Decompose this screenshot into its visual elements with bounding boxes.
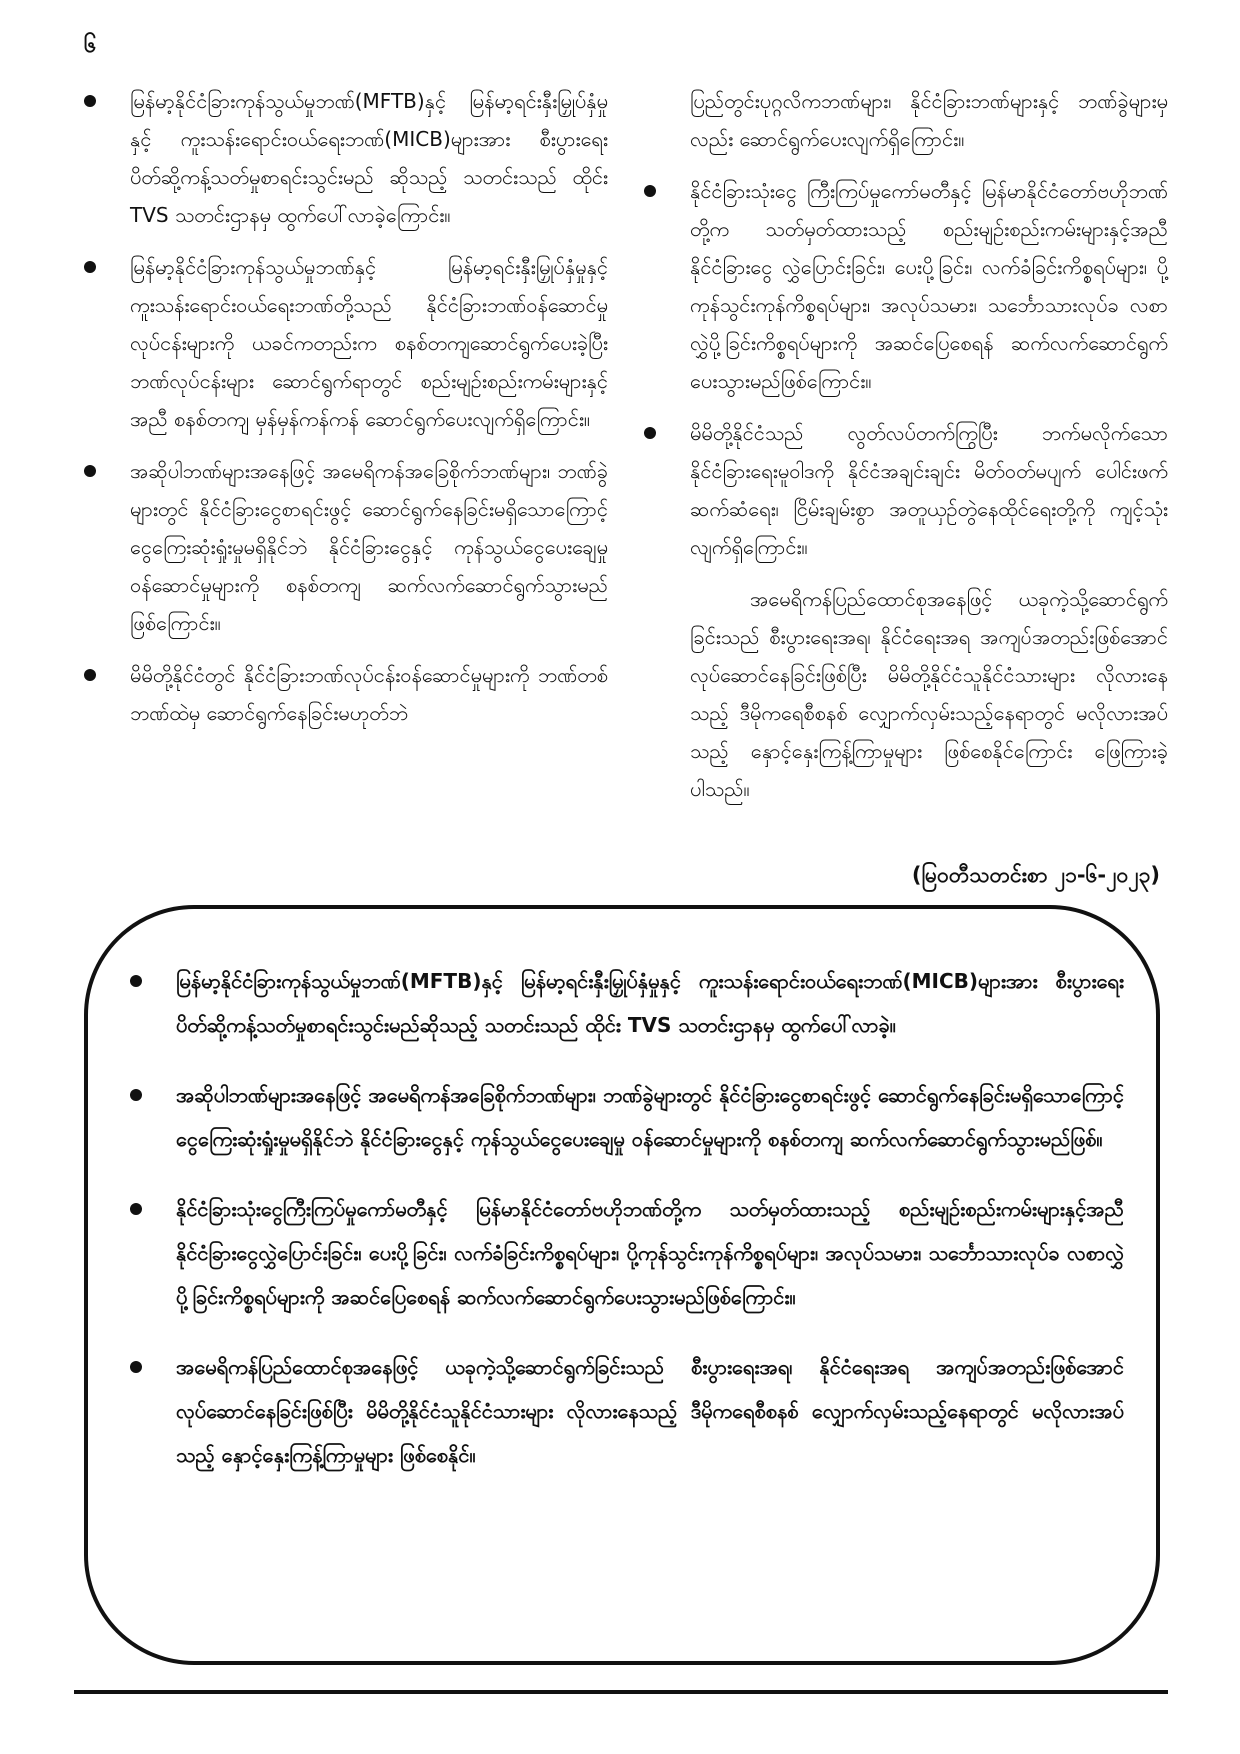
bullet-icon [130,975,142,987]
closing-paragraph: အမေရိကန်ပြည်ထောင်စုအနေဖြင့် ယခုကဲ့သို့ဆောင်ရွက်ခြင်းသည် စီးပွားရေးအရ၊ နိုင်ငံရေးအရ အကျပ်အတည်းဖြစ်အောင် လုပ်ဆောင်နေခြင်းဖြစ်ပြီး မိမိတို့နိုင်ငံသူနိုင်ငံသားများ လိုလားနေသည့် ဒီမိုကရေစီစနစ် လျှောက်လှမ်းသည့်နေရာတွင် မလိုလားအပ်သည့် နှောင့်နှေးကြန့်ကြာမှုများ ဖြစ်စေနိုင်ကြောင်း ဖြေကြားခဲ့ပါသည်။ [690,587,1168,801]
list-item [124,1345,1124,1477]
list-item [78,656,608,732]
list-item [78,452,608,642]
bullet-icon [130,1361,142,1373]
left-bullet-list [78,82,608,732]
source-citation: (မြဝတီသတင်းစာ ၂၁-၆-၂၀၂၃) [911,863,1160,887]
page-number: ၆ [84,33,97,58]
continued-bullet-text: ပြည်တွင်းပုဂ္ဂလိကဘဏ်များ၊ နိုင်ငံခြားဘဏ်များနှင့် ဘဏ်ခွဲများမှလည်း ဆောင်ရွက်ပေးလျက်ရှိကြောင်း။ [690,89,1168,151]
bullet-icon [644,185,656,197]
list-item-text: မြန်မာ့နိုင်ငံခြားကုန်သွယ်မှုဘဏ်နှင့် မြန်မာ့ရင်းနှီးမြှုပ်နှံမှုနှင့် ကူးသန်းရောင်းဝယ်ရေးဘဏ်တို့သည် နိုင်ငံခြားဘဏ်ဝန်ဆောင်မှုလုပ်ငန်းများကို ယခင်ကတည်းက စနစ်တကျဆောင်ရွက်ပေးခဲ့ပြီး ဘဏ်လုပ်ငန်းများ ဆောင်ရွက်ရာတွင် စည်းမျဉ်းစည်းကမ်းများနှင့်အညီ စနစ်တကျ မှန်မှန်ကန်ကန် ဆောင်ရွက်ပေးလျက်ရှိကြောင်း။ [130,255,608,431]
bullet-icon [644,427,656,439]
list-item-text: မိမိတို့နိုင်ငံတွင် နိုင်ငံခြားဘဏ်လုပ်ငန်းဝန်ဆောင်မှုများကို ဘဏ်တစ်ဘဏ်ထဲမှ ဆောင်ရွက်နေခြင်းမဟုတ်ဘဲ [130,663,608,725]
list-item [124,959,1124,1047]
list-item-text: အဆိုပါဘဏ်များအနေဖြင့် အမေရိကန်အခြေစိုက်ဘဏ်များ၊ ဘဏ်ခွဲများတွင် နိုင်ငံခြားငွေစာရင်းဖွင့် ဆောင်ရွက်နေခြင်းမရှိသောကြောင့် ငွေကြေးဆုံးရှုံးမှုမရှိနိုင်ဘဲ နိုင်ငံခြားငွေနှင့် ကုန်သွယ်ငွေပေးချေမှု ဝန်ဆောင်မှုများကို စနစ်တကျ ဆက်လက်ဆောင်ရွက်သွားမည်ဖြစ်ကြောင်း။ [130,459,608,635]
list-item [78,82,608,234]
right-bullet-list [638,172,1168,566]
list-item [124,1073,1124,1161]
list-item-text: အဆိုပါဘဏ်များအနေဖြင့် အမေရိကန်အခြေစိုက်ဘဏ်များ၊ ဘဏ်ခွဲများတွင် နိုင်ငံခြားငွေစာရင်းဖွင့် ဆောင်ရွက်နေခြင်းမရှိသောကြောင့် ငွေကြေးဆုံးရှုံးမှုမရှိနိုင်ဘဲ နိုင်ငံခြားငွေနှင့် ကုန်သွယ်ငွေပေးချေမှု ဝန်ဆောင်မှုများကို စနစ်တကျ ဆက်လက်ဆောင်ရွက်သွားမည်ဖြစ်။ [176,1083,1124,1151]
article-columns [78,82,1168,882]
list-item-text: နိုင်ငံခြားသုံးငွေ ကြီးကြပ်မှုကော်မတီနှင့် မြန်မာနိုင်ငံတော်ဗဟိုဘဏ်တို့က သတ်မှတ်ထားသည့် စည်းမျဉ်းစည်းကမ်းများနှင့်အညီ နိုင်ငံခြားငွေ လွှဲပြောင်းခြင်း၊ ပေးပို့ခြင်း၊ လက်ခံခြင်းကိစ္စရပ်များ၊ ပို့ကုန်သွင်းကုန်ကိစ္စရပ်များ၊ အလုပ်သမား၊ သင်္ဘောသားလုပ်ခ လစာလွှဲပို့ခြင်းကိစ္စရပ်များကို အဆင်ပြေစေရန် ဆက်လက်ဆောင်ရွက်ပေးသွားမည်ဖြစ်ကြောင်း။ [690,179,1168,393]
bullet-icon [84,261,96,273]
bullet-icon [130,1089,142,1101]
bullet-icon [84,95,96,107]
bullet-icon [130,1203,142,1215]
right-column [638,82,1168,808]
list-item [638,414,1168,566]
list-item-text: နိုင်ငံခြားသုံးငွေကြီးကြပ်မှုကော်မတီနှင့် မြန်မာနိုင်ငံတော်ဗဟိုဘဏ်တို့က သတ်မှတ်ထားသည့် စည်းမျဉ်းစည်းကမ်းများနှင့်အညီ နိုင်ငံခြားငွေလွှဲပြောင်းခြင်း၊ ပေးပို့ခြင်း၊ လက်ခံခြင်းကိစ္စရပ်များ၊ ပို့ကုန်သွင်းကုန်ကိစ္စရပ်များ၊ အလုပ်သမား၊ သင်္ဘောသားလုပ်ခ လစာလွှဲပို့ခြင်းကိစ္စရပ်များကို အဆင်ပြေစေရန် ဆက်လက်ဆောင်ရွက်ပေးသွားမည်ဖြစ်ကြောင်း။ [176,1197,1124,1309]
left-column [78,82,608,746]
list-item-text: မြန်မာ့နိုင်ငံခြားကုန်သွယ်မှုဘဏ်(MFTB)နှင့် မြန်မာ့ရင်းနှီးမြှုပ်နှံမှုနှင့် ကူးသန်းရောင်းဝယ်ရေးဘဏ်(MICB)များအား စီးပွားရေးပိတ်ဆို့ကန့်သတ်မှုစာရင်းသွင်းမည် ဆိုသည့် သတင်းသည် ထိုင်း TVS သတင်းဌာနမှ ထွက်ပေါ်လာခဲ့ကြောင်း။ [130,89,608,227]
list-item [124,1187,1124,1319]
bottom-divider [74,1690,1168,1694]
summary-box [84,905,1160,1665]
list-item [638,172,1168,400]
list-item-text: မိမိတို့နိုင်ငံသည် လွတ်လပ်တက်ကြွပြီး ဘက်မလိုက်သော နိုင်ငံခြားရေးမူဝါဒကို နိုင်ငံအချင်းချင်း မိတ်ဝတ်မပျက် ပေါင်းဖက်ဆက်ဆံရေး၊ ငြိမ်းချမ်းစွာ အတူယှဉ်တွဲနေထိုင်ရေးတို့ကို ကျင့်သုံးလျက်ရှိကြောင်း။ [690,421,1168,559]
list-item [78,248,608,438]
bullet-icon [84,669,96,681]
summary-bullet-list [124,959,1124,1503]
list-item-text: မြန်မာ့နိုင်ငံခြားကုန်သွယ်မှုဘဏ်(MFTB)နှင့် မြန်မာ့ရင်းနှီးမြှုပ်နှံမှုနှင့် ကူးသန်းရောင်းဝယ်ရေးဘဏ်(MICB)များအား စီးပွားရေးပိတ်ဆို့ကန့်သတ်မှုစာရင်းသွင်းမည်ဆိုသည့် သတင်းသည် ထိုင်း TVS သတင်းဌာနမှ ထွက်ပေါ်လာခဲ့။ [176,969,1124,1037]
list-item-text: အမေရိကန်ပြည်ထောင်စုအနေဖြင့် ယခုကဲ့သို့ဆောင်ရွက်ခြင်းသည် စီးပွားရေးအရ၊ နိုင်ငံရေးအရ အကျပ်အတည်းဖြစ်အောင် လုပ်ဆောင်နေခြင်းဖြစ်ပြီး မိမိတို့နိုင်ငံသူနိုင်ငံသားများ လိုလားနေသည့် ဒီမိုကရေစီစနစ် လျှောက်လှမ်းသည့်နေရာတွင် မလိုလားအပ်သည့် နှောင့်နှေးကြန့်ကြာမှုများ ဖြစ်စေနိုင်။ [176,1355,1124,1467]
bullet-icon [84,465,96,477]
